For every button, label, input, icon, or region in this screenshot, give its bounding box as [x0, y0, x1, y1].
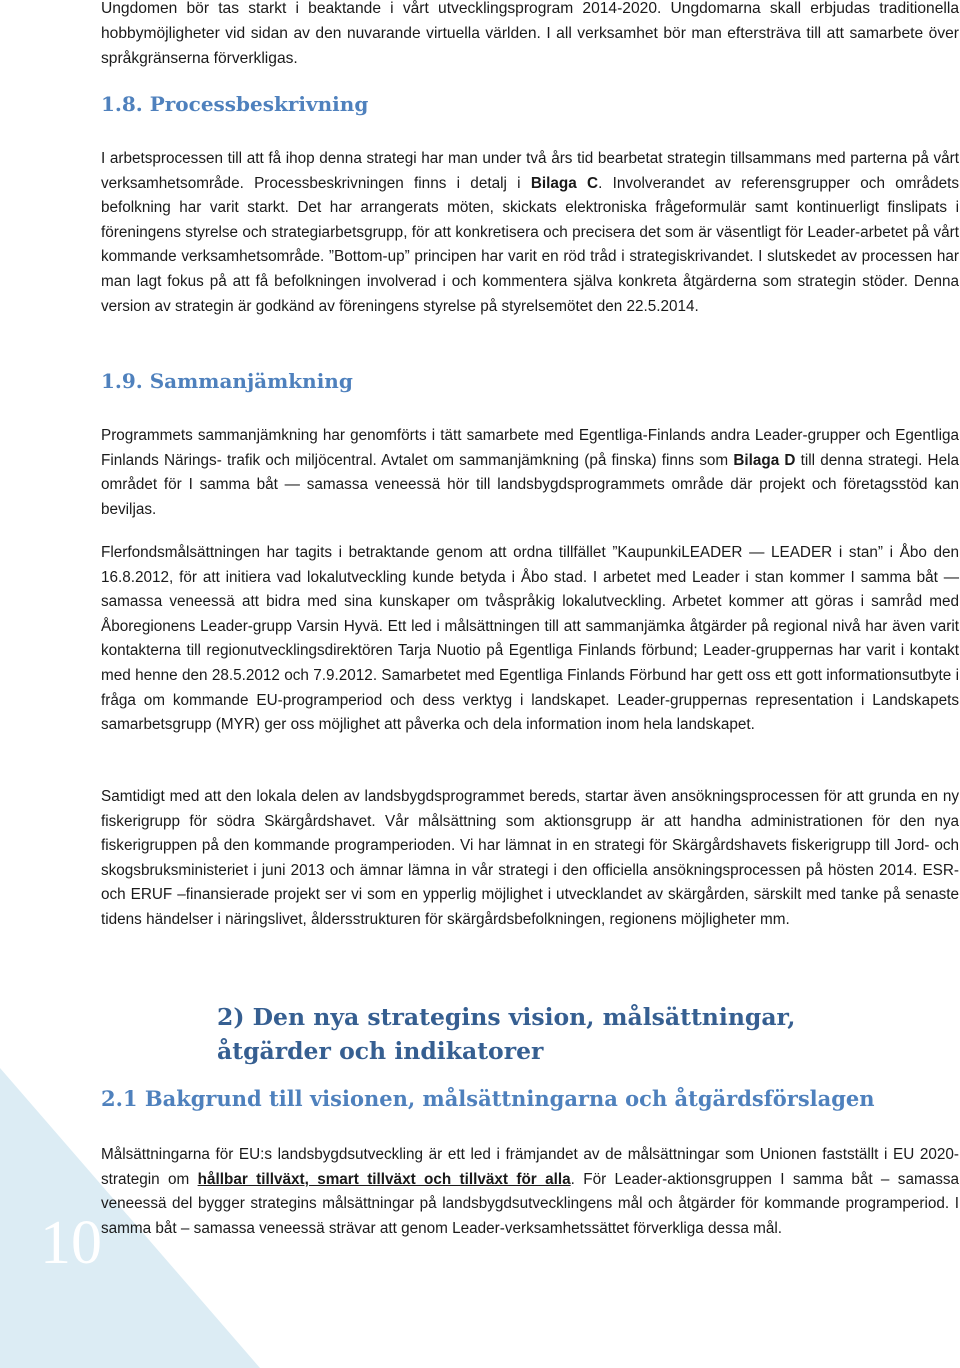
- section-2-1-paragraph: [101, 1143, 959, 1241]
- text-run: Målsättningarna för EU:s landsbygdsutveckling är ett led i främjandet av de målsättningar som Unionen fastställt i EU 2020- strategin om: [101, 1146, 959, 1188]
- section-1-9-body-1: [101, 424, 960, 522]
- text-run: . Involverandet av referensgrupper och områdets befolkning har varit starkt. Det har arrangerats möten, skickats elektroniska frågeformulär samt kontinuerligt finslipats i föreningens styrelse och strategiarbetsgrupp, för att konkretisera och precisera det som är väsentligt för Leader-arbetet på vårt kommande verksamhetsområde. ”Bottom-up” principen har varit en röd tråd i strategiskrivandet. I slutskedet av processen har man lagt fokus på att få befolkningen involverad i och kommentera själva konkreta åtgärderna som strategin stöder. Denna version av strategin är godkänd av föreningens styrelse på styrelsemötet den 22.5.2014.: [101, 174, 959, 315]
- underlined-phrase: hållbar tillväxt, smart tillväxt och tillväxt för alla: [197, 1170, 571, 1188]
- section-1-9-heading: 1.9. Sammanjämkning: [101, 369, 353, 393]
- section-1-9-paragraph-1: [101, 424, 959, 522]
- section-2-1-heading: 2.1 Bakgrund till visionen, målsättningarna och åtgärdsförslagen: [101, 1086, 875, 1111]
- intro-paragraph-block: [101, 0, 960, 71]
- bold-reference: Bilaga D: [733, 451, 796, 469]
- page-number: 10: [40, 1209, 102, 1277]
- text-run: I arbetsprocessen till att få ihop denna strategi har man under två års tid bearbetat strategin tillsammans med parterna på vårt verksamhetsområde. Processbeskrivningen finns i detalj i: [101, 150, 959, 192]
- section-2-1: [101, 1086, 960, 1112]
- section-1-8: [101, 91, 960, 117]
- section-1-9-paragraph-3: Samtidigt med att den lokala delen av landsbygdsprogrammet bereds, startar även ansökningsprocessen för att grunda en ny fiskerigrupp för södra Skärgårdshavet. Vår målsättning som aktionsgrupp är att handha administrationen för den nya fiskerigruppen på den kommande programperioden. Vi har lämnat in en strategi för Skärgårdshavets fiskerigrupp till Jord- och skogsbruksministeriet i juni 2013 och ämnar lämna in vår strategi i den officiella ansökningsprocessen på hösten 2014. ESR- och ERUF –finansierade projekt ser vi som en ypperlig möjlighet i utvecklandet av skärgården, särskilt med tanke på senaste tidens händelser i näringslivet, åldersstrukturen för skärgårdsbefolkningen, regionens möjligheter mm.: [101, 788, 959, 928]
- section-1-9-body-2: [101, 541, 960, 738]
- section-1-8-heading: 1.8. Processbeskrivning: [101, 92, 369, 116]
- intro-paragraph: Ungdomen bör tas starkt i beaktande i vårt utvecklingsprogram 2014-2020. Ungdomarna skall erbjudas traditionella hobbymöjligheter vid sidan av den nuvarande virtuella världen. I all verksamhet bör man eftersträva till att samarbete över språkgränserna förverkligas.: [101, 0, 959, 67]
- text-run: till denna strategi. Hela området för I samma båt — samassa veneessä hör till landsbygdsprogrammets område där projekt och företagsstöd kan beviljas.: [101, 451, 960, 518]
- section-2: [217, 1000, 960, 1068]
- section-2-heading: 2) Den nya strategins vision, målsättningar, åtgärder och indikatorer: [217, 1003, 796, 1065]
- section-1-8-paragraph: [101, 147, 959, 319]
- bold-reference: Bilaga C: [530, 174, 599, 192]
- section-1-9-body-3: [101, 785, 960, 933]
- section-1-8-body: [101, 147, 960, 319]
- section-1-9: [101, 368, 960, 394]
- text-run: . För Leader-aktionsgruppen I samma båt – samassa veneessä del bygger strategins målsättningar på landsbygdsutvecklingens mål och åtgärder för kommande programperiod. I samma båt – samassa veneessä strävar att genom Leader-verksamhetssättet förverkliga dessa mål.: [101, 1170, 960, 1237]
- text-run: Programmets sammanjämkning har genomförts i tätt samarbete med Egentliga-Finlands andra Leader-grupper och Egentliga Finlands Närings- trafik och miljöcentral. Avtalet om sammanjämkning (på finska) finns som: [101, 427, 959, 469]
- section-2-1-body: [101, 1143, 960, 1241]
- section-1-9-paragraph-2: Flerfondsmålsättningen har tagits i betraktande genom att ordna tillfället ”KaupunkiLEADER — LEADER i stan” i Åbo den 16.8.2012, för att initiera vad lokalutveckling kunde betyda i Åbo stad. I arbetet med Leader i stan kommer I samma båt — samassa veneessä att bidra med sina kunskaper om tvåspråkig lokalutveckling. Arbetet kommer att göras i samråd med Åboregionens Leader-grupp Varsin Hyvä. Ett led i målsättningen till att sammanjämka åtgärder på regional nivå har även varit kontakterna till regionutvecklingsdirektören Tarja Nuotio på Egentliga Finlands förbund; Leader-gruppernas har varit i kontakt med henne den 28.5.2012 och 7.9.2012. Samarbetet med Egentliga Finlands Förbund har gett oss ett gott informationsutbyte i fråga om kommande EU-programperiod och dess verktyg i landskapet. Leader-gruppernas representation i Landskapets samarbetsgrupp (MYR) ger oss möjlighet att påverka och dela information inom hela landskapet.: [101, 544, 959, 734]
